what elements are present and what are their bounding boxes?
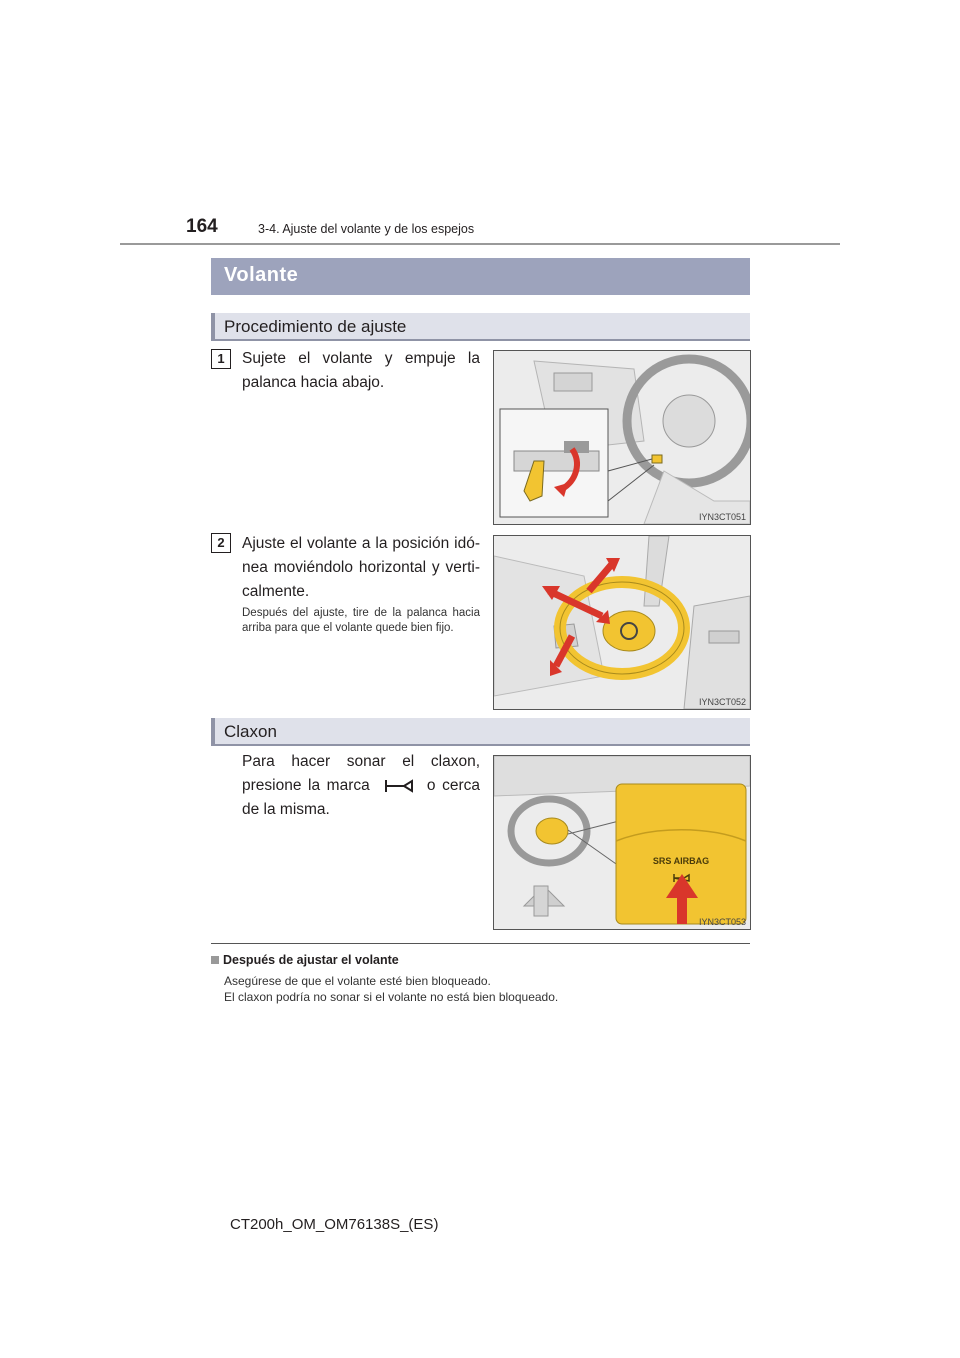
step-2-note: Después del ajuste, tire de la palanca hacia arriba para que el volante quede bien fijo. xyxy=(242,607,480,634)
page-number: 164 xyxy=(186,216,218,237)
note-heading-text: Después de ajustar el volante xyxy=(223,953,399,967)
section-title-volante: Volante xyxy=(211,258,750,295)
horn-text-after: o cerca de la misma. xyxy=(242,777,480,818)
horn-text-before: Para hacer sonar el claxon, presione la marca xyxy=(242,753,480,794)
steering-adjust-illustration xyxy=(494,536,750,709)
step-2-number: 2 xyxy=(211,533,231,553)
figure-steering-lever xyxy=(493,350,751,525)
note-heading xyxy=(211,953,399,967)
figure-code-3: IYN3CT053 xyxy=(698,917,746,927)
step-1-number: 1 xyxy=(211,349,231,369)
figure-steering-adjust xyxy=(493,535,751,710)
subsection-title-horn xyxy=(211,718,750,746)
note-line-2: El claxon podría no sonar si el volante no está bien bloqueado. xyxy=(224,990,559,1004)
step-1-text: Sujete el volante y empuje la palanca hacia abajo. xyxy=(242,350,480,391)
figure-horn xyxy=(493,755,751,930)
note-line-1: Asegúrese de que el volante esté bien bloqueado. xyxy=(224,974,491,988)
footer-code: CT200h_OM_OM76138S_(ES) xyxy=(230,1216,439,1233)
header-rule xyxy=(120,243,840,245)
subsection-title-horn-text: Claxon xyxy=(224,722,277,741)
horn-illustration xyxy=(494,756,750,929)
figure-code-2: IYN3CT052 xyxy=(698,697,746,707)
horn-text xyxy=(242,750,480,822)
figure-code-1: IYN3CT051 xyxy=(698,512,746,522)
airbag-label: SRS AIRBAG xyxy=(652,856,710,866)
subsection-title-procedure xyxy=(211,313,750,341)
running-header: 3-4. Ajuste del volante y de los espejos xyxy=(258,222,475,236)
note-rule xyxy=(211,943,750,944)
note-bullet xyxy=(211,956,219,964)
horn-icon xyxy=(376,778,420,794)
steering-lever-illustration xyxy=(494,351,750,524)
step-2-text: Ajuste el volante a la posición idó-nea moviéndolo horizontal y verti-calmente. xyxy=(242,535,480,600)
subsection-title-procedure-text: Procedimiento de ajuste xyxy=(224,317,407,336)
